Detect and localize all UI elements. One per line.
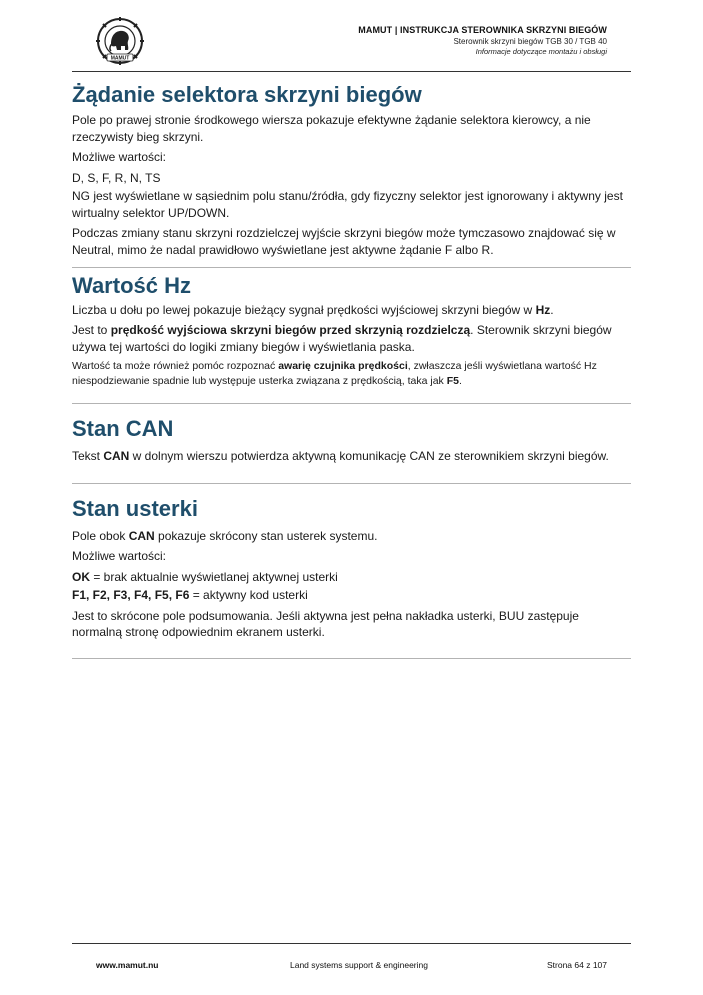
paragraph: Wartość ta może również pomóc rozpoznać awarię czujnika prędkości, zwłaszcza jeśli wyświetlana wartość Hz niespodziewanie spadnie lub występuje usterka związana z prędkością, taka jak F5. bbox=[72, 360, 597, 388]
section-heading: Stan usterki bbox=[72, 496, 198, 522]
header-title: MAMUT | INSTRUKCJA STEROWNIKA SKRZYNI BIEGÓW bbox=[358, 25, 607, 35]
paragraph: Pole po prawej stronie środkowego wiersza pokazuje efektywne żądanie selektora kierowcy, a nie rzeczywisty bieg skrzyni. bbox=[72, 113, 591, 144]
section-divider bbox=[72, 403, 631, 404]
section-divider bbox=[72, 267, 631, 268]
header-note: Informacje dotyczące montażu i obsługi bbox=[475, 47, 607, 56]
mamut-logo-icon bbox=[95, 16, 145, 66]
section-divider bbox=[72, 658, 631, 659]
footer-divider bbox=[72, 943, 631, 944]
paragraph: Liczba u dołu po lewej pokazuje bieżący sygnał prędkości wyjściowej skrzyni biegów w Hz. bbox=[72, 302, 554, 317]
header-subtitle: Sterownik skrzyni biegów TGB 30 / TGB 40 bbox=[453, 37, 607, 46]
paragraph: OK = brak aktualnie wyświetlanej aktywnej usterki bbox=[72, 569, 338, 584]
section-fault-status bbox=[72, 496, 631, 658]
paragraph: Tekst CAN w dolnym wierszu potwierdza aktywną komunikację CAN ze sterownikiem skrzyni biegów. bbox=[72, 448, 609, 463]
paragraph: Jest to prędkość wyjściowa skrzyni biegów przed skrzynią rozdzielczą. Sterownik skrzyni biegów używa tej wartości do logiki zmiany biegów i wyświetlania paska. bbox=[72, 323, 612, 354]
logo-text: MAMUT bbox=[110, 55, 130, 62]
paragraph: Możliwe wartości: bbox=[72, 549, 167, 564]
section-heading: Wartość Hz bbox=[72, 273, 191, 299]
section-divider bbox=[72, 483, 631, 484]
paragraph: Możliwe wartości: bbox=[72, 150, 167, 165]
paragraph: D, S, F, R, N, TS bbox=[72, 170, 161, 185]
section-can-status bbox=[72, 416, 631, 484]
section-hz-value bbox=[72, 273, 631, 404]
paragraph: Pole obok CAN pokazuje skrócony stan usterek systemu. bbox=[72, 528, 378, 543]
page-number: Strona 64 z 107 bbox=[546, 960, 607, 970]
paragraph: Podczas zmiany stanu skrzyni rozdzielczej wyjście skrzyni biegów może tymczasowo znajdować się w Neutral, mimo że nadal prawidłowo wyświetlane jest aktywne żądanie F albo R. bbox=[72, 226, 616, 257]
header-divider bbox=[72, 71, 631, 72]
page-header bbox=[358, 25, 607, 56]
paragraph: NG jest wyświetlane w sąsiednim polu stanu/źródła, gdy fizyczny selektor jest ignorowany i aktywny jest wirtualny selektor UP/DOWN. bbox=[72, 189, 623, 220]
section-heading: Stan CAN bbox=[72, 416, 174, 442]
footer-tagline: Land systems support & engineering bbox=[290, 960, 428, 970]
paragraph: Jest to skrócone pole podsumowania. Jeśli aktywna jest pełna nakładka usterki, BUU zastępuje normalną stronę odpowiednim ekranem usterki. bbox=[72, 608, 579, 640]
section-heading: Żądanie selektora skrzyni biegów bbox=[72, 82, 422, 107]
paragraph: F1, F2, F3, F4, F5, F6 = aktywny kod usterki bbox=[72, 588, 308, 603]
section-gear-selector-request bbox=[72, 82, 631, 268]
footer-website-link[interactable]: www.mamut.nu bbox=[96, 960, 159, 970]
page-content bbox=[72, 82, 631, 659]
